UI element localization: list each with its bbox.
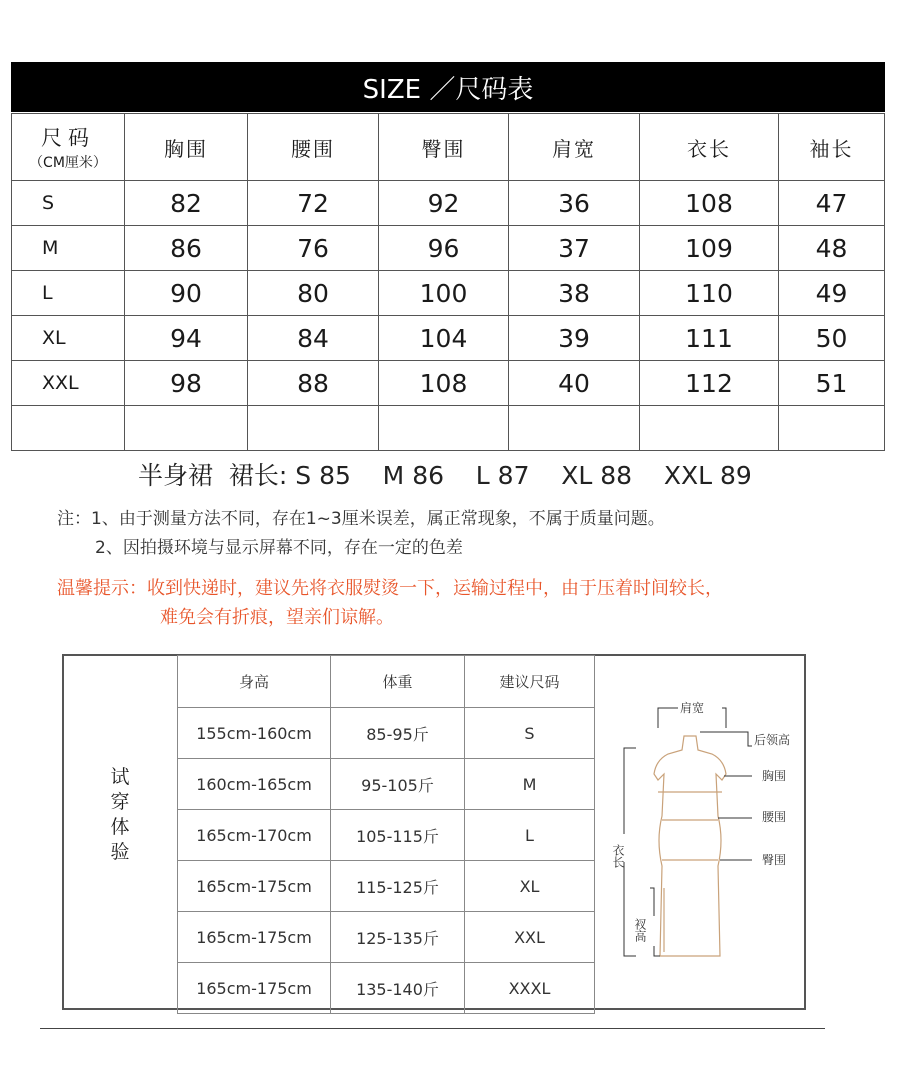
- length-cell: 111: [640, 316, 779, 361]
- chest-cell: 94: [125, 316, 248, 361]
- chest-cell: 98: [125, 361, 248, 406]
- sleeve-cell: 47: [779, 181, 885, 226]
- hip-cell: 100: [379, 271, 509, 316]
- weight-cell: 125-135斤: [331, 912, 465, 963]
- header-weight: 体重: [331, 656, 465, 708]
- table-row: [178, 861, 595, 912]
- weight-cell: 85-95斤: [331, 708, 465, 759]
- hip-cell: 104: [379, 316, 509, 361]
- table-row: [178, 759, 595, 810]
- shoulder-cell: 39: [509, 316, 640, 361]
- length-cell: 110: [640, 271, 779, 316]
- header-size: [12, 114, 125, 181]
- suggested-size-cell: XXL: [465, 912, 595, 963]
- suggested-size-cell: XL: [465, 861, 595, 912]
- header-sleeve: 袖长: [779, 114, 885, 181]
- weight-cell: 95-105斤: [331, 759, 465, 810]
- size-chart-title: SIZE ／尺码表: [11, 62, 885, 112]
- table-row: [178, 810, 595, 861]
- hip-cell: 92: [379, 181, 509, 226]
- label-chest: 胸围: [762, 769, 787, 783]
- chest-cell: 86: [125, 226, 248, 271]
- size-chart-header-row: [12, 114, 885, 181]
- height-cell: 165cm-175cm: [178, 963, 331, 1014]
- header-height: 身高: [178, 656, 331, 708]
- sleeve-cell: 48: [779, 226, 885, 271]
- note-line-1: 注：1、由于测量方法不同，存在1~3厘米误差，属正常现象，不属于质量问题。: [57, 509, 665, 529]
- dress-measurement-diagram: [596, 656, 804, 1008]
- bottom-divider: [40, 1028, 825, 1029]
- label-length: 衣长: [611, 844, 625, 868]
- note-line-2: 2、因拍摄环境与显示屏幕不同，存在一定的色差: [95, 538, 463, 558]
- table-row: [12, 361, 885, 406]
- header-size-unit: （CM厘米）: [29, 155, 107, 171]
- waist-cell: 72: [248, 181, 379, 226]
- skirt-length-line: 半身裙 裙长: S 85 M 86 L 87 XL 88 XXL 89: [138, 461, 752, 490]
- header-suggested-size: 建议尺码: [465, 656, 595, 708]
- hip-cell: 96: [379, 226, 509, 271]
- height-cell: 160cm-165cm: [178, 759, 331, 810]
- size-cell: L: [12, 271, 125, 316]
- header-waist: 腰围: [248, 114, 379, 181]
- shoulder-cell: 37: [509, 226, 640, 271]
- size-cell: XXL: [12, 361, 125, 406]
- dress-outline: [654, 736, 726, 956]
- waist-cell: 76: [248, 226, 379, 271]
- header-hip: 臀围: [379, 114, 509, 181]
- table-row: [12, 271, 885, 316]
- label-slit: 衩高: [633, 918, 647, 942]
- table-row: [12, 316, 885, 361]
- shoulder-cell: 40: [509, 361, 640, 406]
- label-hip: 臀围: [762, 853, 787, 867]
- label-waist: 腰围: [762, 810, 787, 824]
- height-cell: 165cm-175cm: [178, 912, 331, 963]
- size-cell: XL: [12, 316, 125, 361]
- tip-line-1: 温馨提示：收到快递时，建议先将衣服熨烫一下，运输过程中，由于压着时间较长，: [57, 578, 723, 599]
- fitting-table: [177, 655, 595, 1014]
- waist-cell: 88: [248, 361, 379, 406]
- table-row-empty: [12, 406, 885, 451]
- size-cell: M: [12, 226, 125, 271]
- length-cell: 112: [640, 361, 779, 406]
- suggested-size-cell: S: [465, 708, 595, 759]
- suggested-size-cell: M: [465, 759, 595, 810]
- table-row: [12, 226, 885, 271]
- length-cell: 109: [640, 226, 779, 271]
- shoulder-cell: 36: [509, 181, 640, 226]
- fitting-header-row: [178, 656, 595, 708]
- height-cell: 165cm-170cm: [178, 810, 331, 861]
- header-length: 衣长: [640, 114, 779, 181]
- label-back-collar: 后领高: [754, 733, 791, 747]
- table-row: [178, 963, 595, 1014]
- tip-line-2: 难免会有折痕，望亲们谅解。: [160, 607, 394, 628]
- table-row: [178, 912, 595, 963]
- table-row: [178, 708, 595, 759]
- height-cell: 155cm-160cm: [178, 708, 331, 759]
- label-shoulder: 肩宽: [680, 701, 705, 715]
- table-row: [12, 181, 885, 226]
- chest-cell: 82: [125, 181, 248, 226]
- header-shoulder: 肩宽: [509, 114, 640, 181]
- sleeve-cell: 50: [779, 316, 885, 361]
- sleeve-cell: 51: [779, 361, 885, 406]
- waist-cell: 80: [248, 271, 379, 316]
- waist-cell: 84: [248, 316, 379, 361]
- sleeve-cell: 49: [779, 271, 885, 316]
- weight-cell: 105-115斤: [331, 810, 465, 861]
- suggested-size-cell: XXXL: [465, 963, 595, 1014]
- weight-cell: 135-140斤: [331, 963, 465, 1014]
- size-cell: S: [12, 181, 125, 226]
- height-cell: 165cm-175cm: [178, 861, 331, 912]
- weight-cell: 115-125斤: [331, 861, 465, 912]
- size-chart-table: [11, 113, 885, 451]
- hip-cell: 108: [379, 361, 509, 406]
- suggested-size-cell: L: [465, 810, 595, 861]
- header-chest: 胸围: [125, 114, 248, 181]
- chest-cell: 90: [125, 271, 248, 316]
- fitting-label: 试穿体验: [110, 766, 130, 863]
- length-cell: 108: [640, 181, 779, 226]
- header-size-label: 尺码: [41, 126, 95, 150]
- shoulder-cell: 38: [509, 271, 640, 316]
